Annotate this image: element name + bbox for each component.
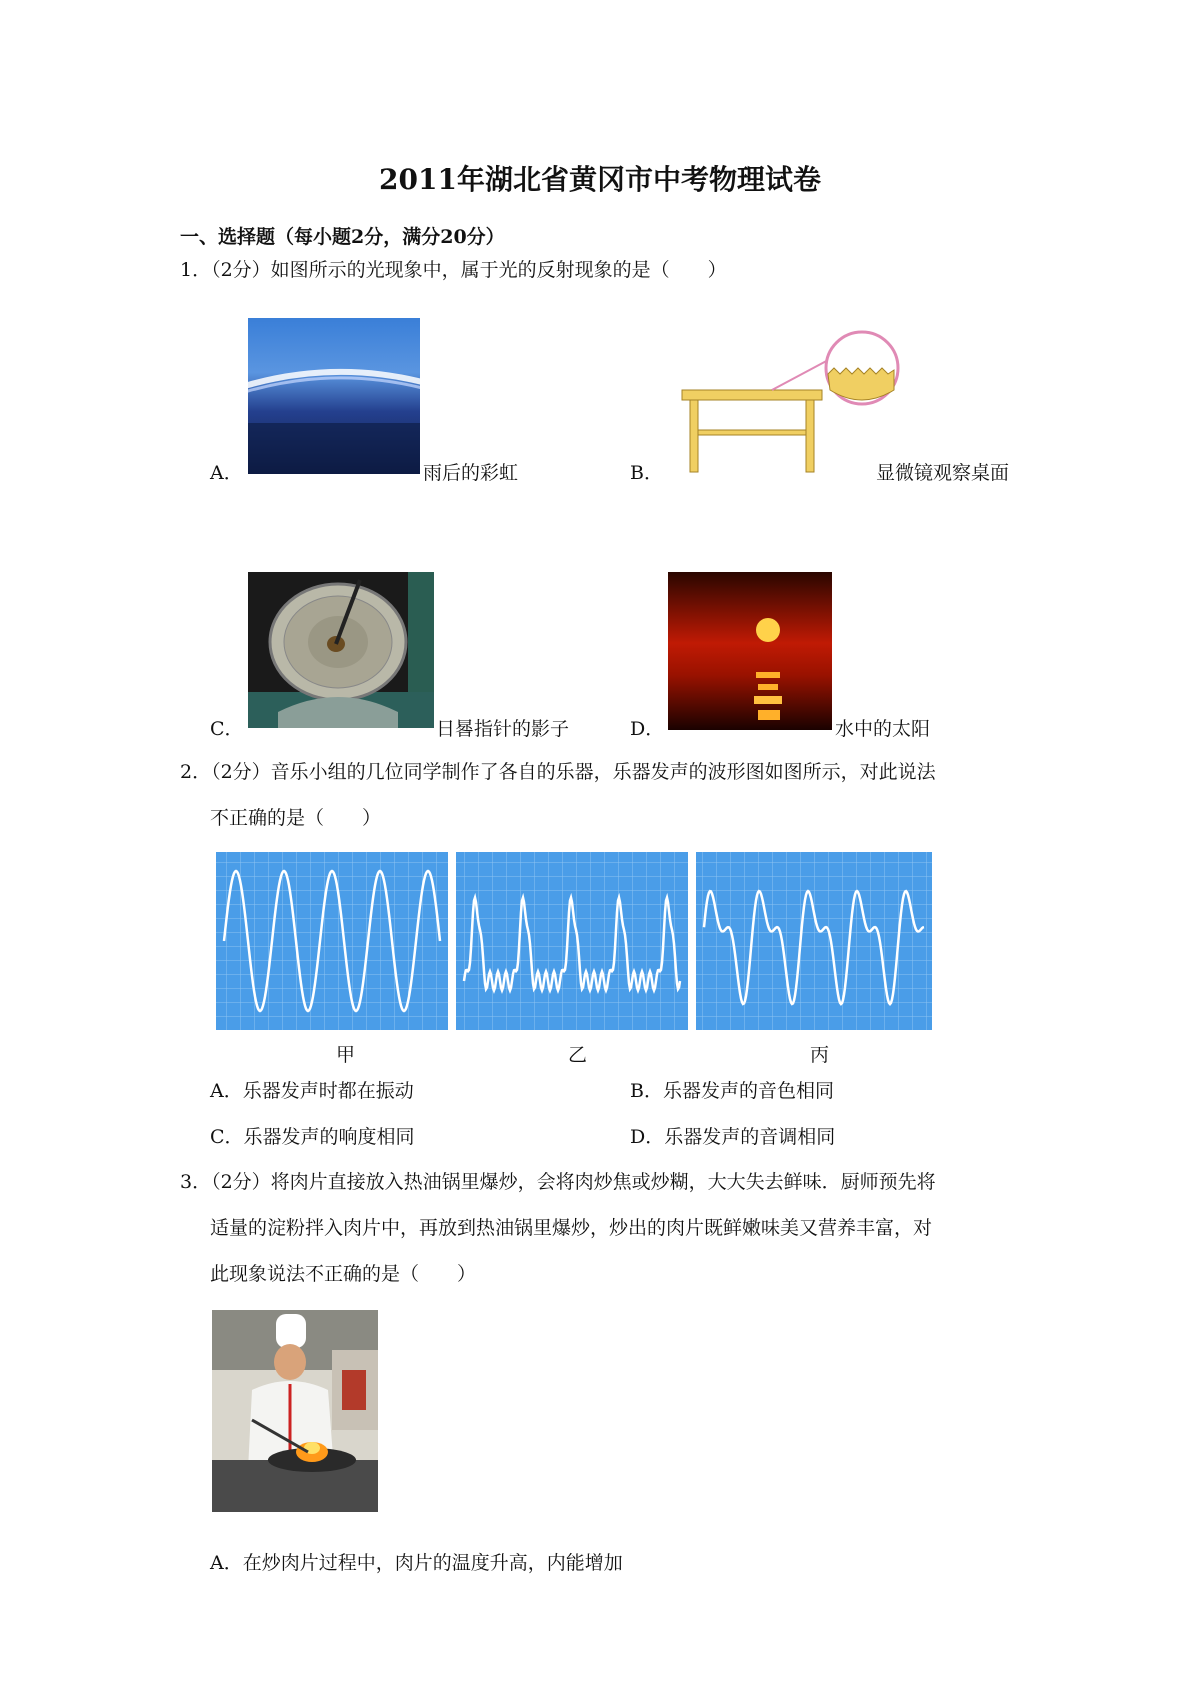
wave-panel-jia: [216, 852, 448, 1030]
q3-stem-line3: 此现象说法不正确的是（ ）: [210, 1263, 477, 1285]
q2-option-d[interactable]: D．乐器发声的音调相同: [630, 1126, 836, 1148]
q3-stem-line1: 3．（2分）将肉片直接放入热油锅里爆炒，会将肉炒焦或炒糊，大大失去鲜味．厨师预先将: [180, 1171, 936, 1193]
q2-stem-line2: 不正确的是（ ）: [210, 807, 382, 829]
waveform-figure: [212, 848, 938, 1034]
rainbow-image: [248, 318, 420, 474]
microscope-table-image: [672, 330, 904, 480]
q1-option-c-caption: 日晷指针的影子: [436, 718, 570, 740]
q1-stem: 1．（2分）如图所示的光现象中，属于光的反射现象的是（ ）: [180, 259, 727, 281]
q1-option-a-letter[interactable]: A．: [210, 462, 243, 484]
q2-stem-line1: 2．（2分）音乐小组的几位同学制作了各自的乐器，乐器发声的波形图如图所示，对此说法: [180, 761, 936, 783]
q1-option-b-letter[interactable]: B．: [630, 462, 663, 484]
page-title: 2011年湖北省黄冈市中考物理试卷: [379, 163, 821, 196]
q2-option-c[interactable]: C．乐器发声的响度相同: [210, 1126, 415, 1148]
q3-option-a[interactable]: A．在炒肉片过程中，肉片的温度升高，内能增加: [210, 1552, 623, 1574]
section-heading: 一、选择题（每小题2分，满分20分）: [180, 226, 505, 248]
wave-label-yi: 乙: [568, 1044, 588, 1066]
sun-reflection-image: [668, 572, 832, 730]
q2-option-a[interactable]: A．乐器发声时都在振动: [210, 1080, 414, 1102]
q1-option-b-caption: 显微镜观察桌面: [876, 462, 1010, 484]
q1-option-c-letter[interactable]: C．: [210, 718, 244, 740]
sundial-image: [248, 572, 434, 728]
q3-stem-line2: 适量的淀粉拌入肉片中，再放到热油锅里爆炒，炒出的肉片既鲜嫩味美又营养丰富，对: [210, 1217, 933, 1239]
wave-label-bing: 丙: [810, 1044, 830, 1066]
wave-panel-yi: [456, 852, 688, 1030]
q2-option-b[interactable]: B．乐器发声的音色相同: [630, 1080, 834, 1102]
wave-label-jia: 甲: [336, 1044, 356, 1066]
q1-option-d-caption: 水中的太阳: [835, 718, 931, 740]
q1-option-d-letter[interactable]: D．: [630, 718, 665, 740]
chef-cooking-image: [212, 1310, 378, 1512]
wave-panel-bing: [696, 852, 932, 1030]
q1-option-a-caption: 雨后的彩虹: [423, 462, 519, 484]
